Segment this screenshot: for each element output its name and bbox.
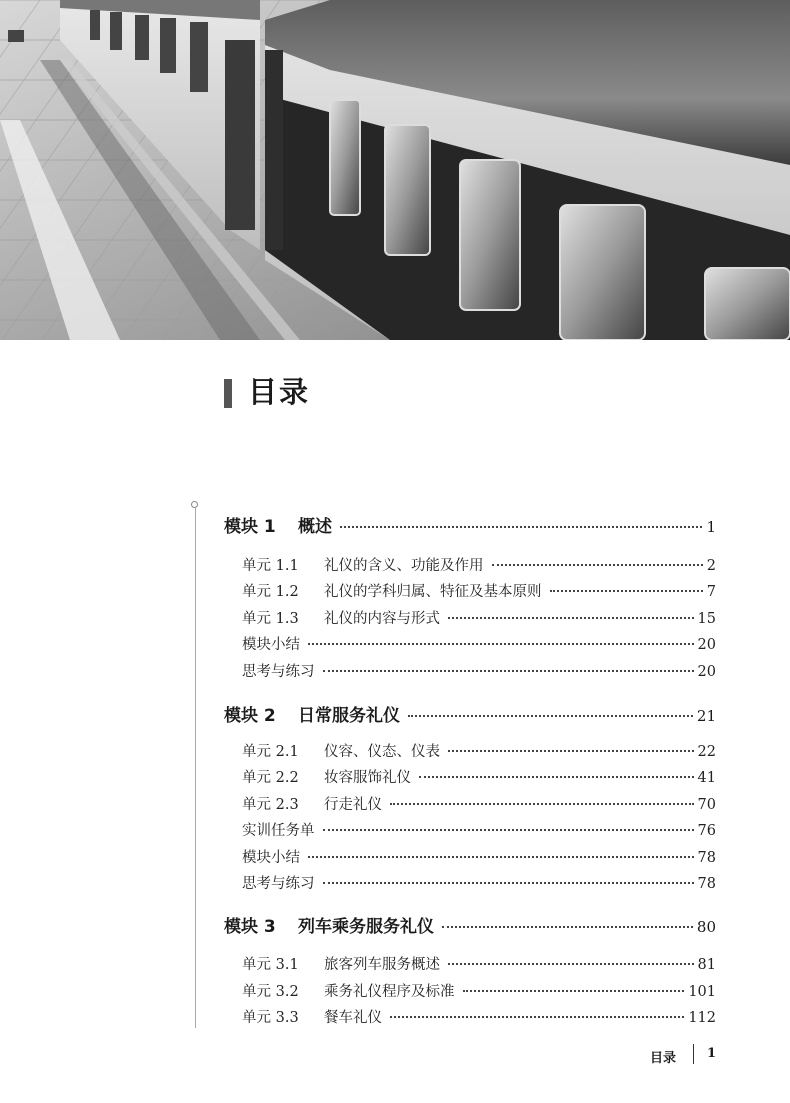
toc-unit-entry — [242, 607, 716, 629]
toc-dot-leader — [448, 617, 694, 619]
toc-entry-number: 单元 3.3 — [242, 1010, 299, 1026]
toc-dot-leader — [550, 590, 703, 592]
toc-entry-label: 列车乘务服务礼仪 — [298, 917, 434, 937]
toc-entry-label: 思考与练习 — [242, 876, 315, 892]
toc-entry-page: 78 — [697, 876, 716, 892]
toc-entry-label: 思考与练习 — [242, 664, 315, 680]
toc-dot-leader — [323, 670, 694, 672]
toc-entry-page: 112 — [688, 1010, 716, 1026]
toc-entry-label: 礼仪的内容与形式 — [324, 611, 440, 627]
toc-entry-page: 20 — [697, 664, 716, 680]
toc-entry-number: 单元 2.3 — [242, 797, 299, 813]
footer-page-number: 1 — [707, 1046, 717, 1061]
toc-dot-leader — [390, 1016, 684, 1018]
toc-entry-label: 礼仪的学科归属、特征及基本原则 — [324, 584, 542, 600]
toc-unit-entry — [242, 633, 716, 655]
toc-entry-label: 旅客列车服务概述 — [324, 957, 440, 973]
toc-entry-page: 101 — [688, 984, 716, 1000]
toc-entry-label: 实训任务单 — [242, 823, 315, 839]
toc-unit-entry — [242, 766, 716, 788]
toc-dot-leader — [448, 963, 694, 965]
toc-dot-leader — [408, 715, 693, 717]
toc-entry-number: 单元 1.3 — [242, 611, 299, 627]
toc-unit-entry — [242, 580, 716, 602]
toc-entry-page: 41 — [697, 770, 716, 786]
toc-entry-label: 妆容服饰礼仪 — [324, 770, 411, 786]
toc-dot-leader — [308, 856, 694, 858]
toc-unit-entry — [242, 980, 716, 1002]
toc-dot-leader — [492, 564, 703, 566]
toc-entry-number: 单元 3.1 — [242, 957, 299, 973]
toc-entry-label: 乘务礼仪程序及标准 — [324, 984, 455, 1000]
page-title: 目录 — [248, 375, 311, 409]
toc-unit-entry — [242, 872, 716, 894]
toc-module-entry — [224, 912, 716, 936]
toc-unit-entry — [242, 1006, 716, 1028]
toc-entry-number: 模块 1 — [224, 517, 276, 537]
toc-dot-leader — [390, 803, 694, 805]
toc-entry-page: 76 — [697, 823, 716, 839]
toc-unit-entry — [242, 793, 716, 815]
toc-dot-leader — [442, 926, 693, 928]
toc-entry-label: 概述 — [298, 517, 332, 537]
toc-entry-page: 70 — [697, 797, 716, 813]
toc-entry-page: 1 — [706, 518, 716, 536]
toc-entry-label: 礼仪的含义、功能及作用 — [324, 558, 484, 574]
toc-unit-entry — [242, 740, 716, 762]
toc-entry-page: 15 — [697, 611, 716, 627]
toc-dot-leader — [419, 776, 694, 778]
toc-entry-label: 模块小结 — [242, 850, 300, 866]
toc-module-entry — [224, 512, 716, 536]
toc-entry-label: 日常服务礼仪 — [298, 706, 400, 726]
toc-unit-entry — [242, 846, 716, 868]
toc-entry-page: 21 — [696, 707, 716, 725]
toc-dot-leader — [323, 882, 694, 884]
toc-entry-label: 模块小结 — [242, 637, 300, 653]
toc-entry-label: 餐车礼仪 — [324, 1010, 382, 1026]
toc-unit-entry — [242, 554, 716, 576]
toc-dot-leader — [448, 750, 694, 752]
toc-entry-page: 2 — [706, 558, 716, 574]
toc-entry-page: 22 — [697, 744, 716, 760]
toc-entry-number: 模块 3 — [224, 917, 276, 937]
toc-dot-leader — [323, 829, 694, 831]
footer-separator — [693, 1044, 694, 1064]
toc-dot-leader — [463, 990, 685, 992]
toc-entry-number: 单元 2.1 — [242, 744, 299, 760]
toc-entry-number: 模块 2 — [224, 706, 276, 726]
toc-entry-number: 单元 3.2 — [242, 984, 299, 1000]
toc-dot-leader — [308, 643, 694, 645]
toc-dot-leader — [340, 526, 702, 528]
toc-entry-number: 单元 1.2 — [242, 584, 299, 600]
toc-entry-label: 仪容、仪态、仪表 — [324, 744, 440, 760]
toc-module-entry — [224, 701, 716, 725]
toc-unit-entry — [242, 819, 716, 841]
toc-entry-page: 20 — [697, 637, 716, 653]
toc-entry-page: 81 — [697, 957, 716, 973]
toc-entry-label: 行走礼仪 — [324, 797, 382, 813]
toc-unit-entry — [242, 660, 716, 682]
toc-unit-entry — [242, 953, 716, 975]
toc-entry-number: 单元 2.2 — [242, 770, 299, 786]
toc-entry-page: 7 — [706, 584, 716, 600]
footer-label: 目录 — [650, 1051, 677, 1066]
toc-entry-number: 单元 1.1 — [242, 558, 299, 574]
toc-entry-page: 78 — [697, 850, 716, 866]
toc-entry-page: 80 — [696, 918, 716, 936]
